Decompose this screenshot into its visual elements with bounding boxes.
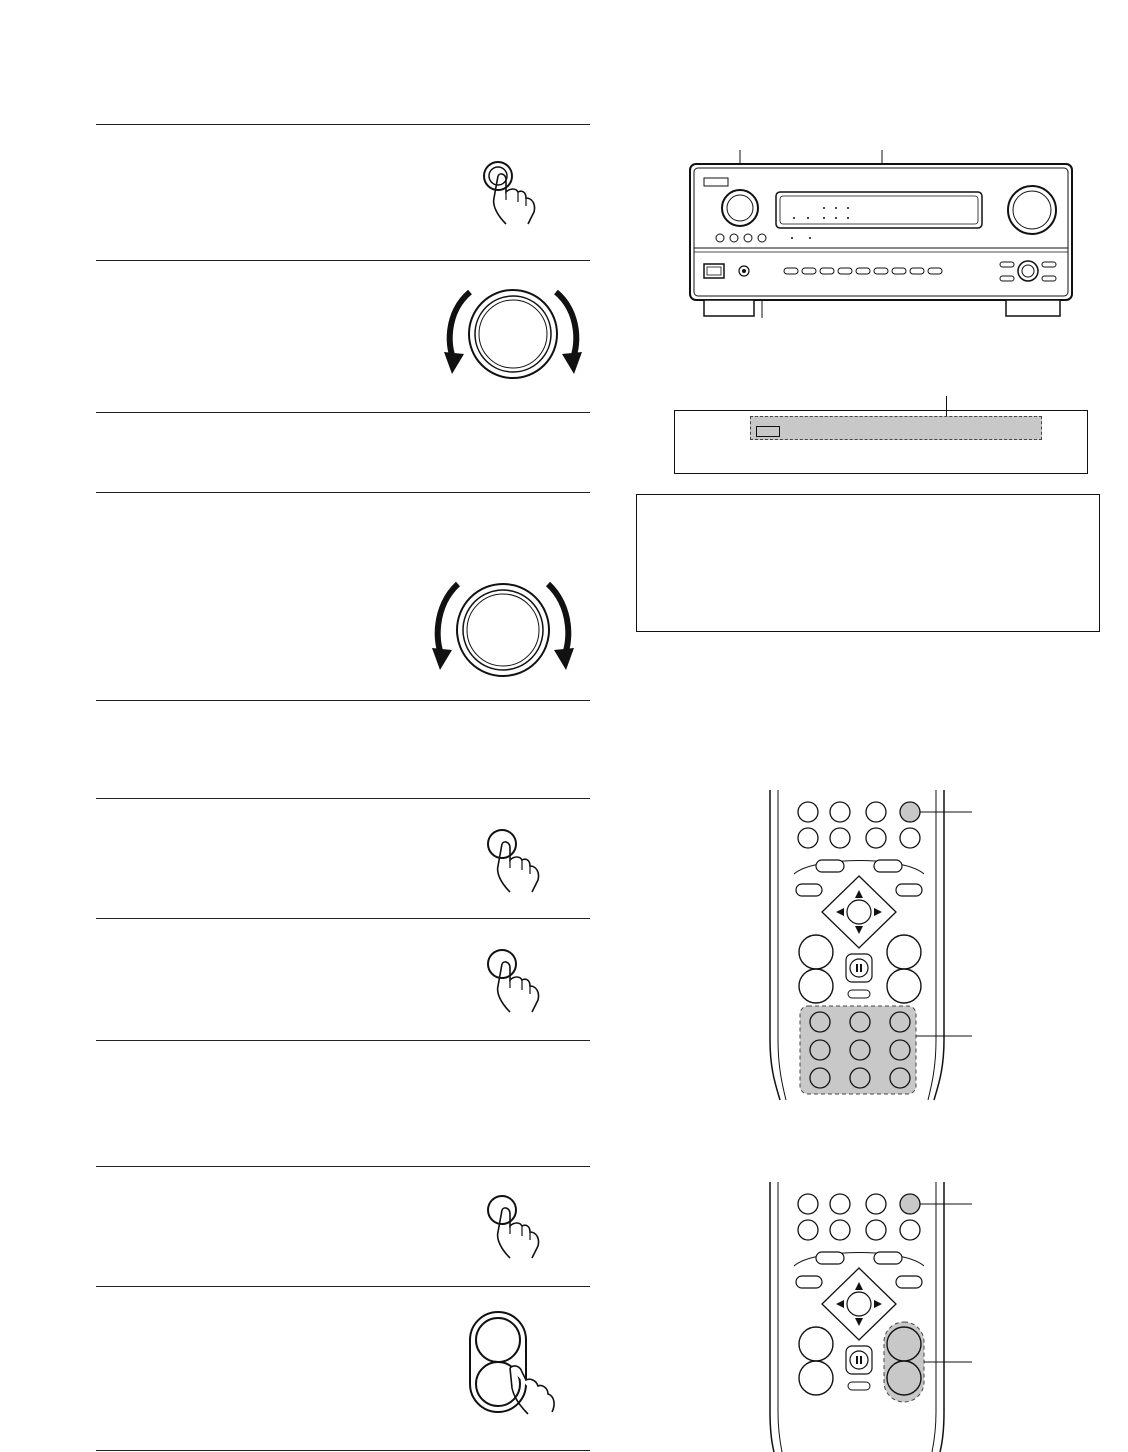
remote-control-number-keys — [764, 790, 974, 1100]
receiver-front-panel — [680, 140, 1080, 330]
press-button-icon — [470, 158, 550, 238]
remote-control-side-keys — [764, 1182, 974, 1452]
step-divider — [96, 1450, 590, 1451]
step-divider — [96, 492, 590, 493]
press-button-icon — [474, 1190, 554, 1270]
step-divider — [96, 412, 590, 413]
step-divider — [96, 1040, 590, 1041]
display-indicator — [756, 426, 780, 437]
press-up-down-button-icon — [466, 1308, 566, 1418]
step-divider — [96, 1286, 590, 1287]
press-button-icon — [474, 944, 554, 1024]
step-divider — [96, 918, 590, 919]
step-divider — [96, 1166, 590, 1167]
step-divider — [96, 260, 590, 261]
step-divider — [96, 798, 590, 799]
display-highlight — [750, 416, 1042, 440]
note-box — [636, 494, 1100, 632]
rotate-knob-icon — [440, 282, 590, 392]
step-divider — [96, 124, 590, 125]
press-button-icon — [474, 824, 554, 904]
display-callout-line — [946, 396, 947, 416]
step-divider — [96, 700, 590, 701]
rotate-knob-icon — [430, 572, 580, 692]
